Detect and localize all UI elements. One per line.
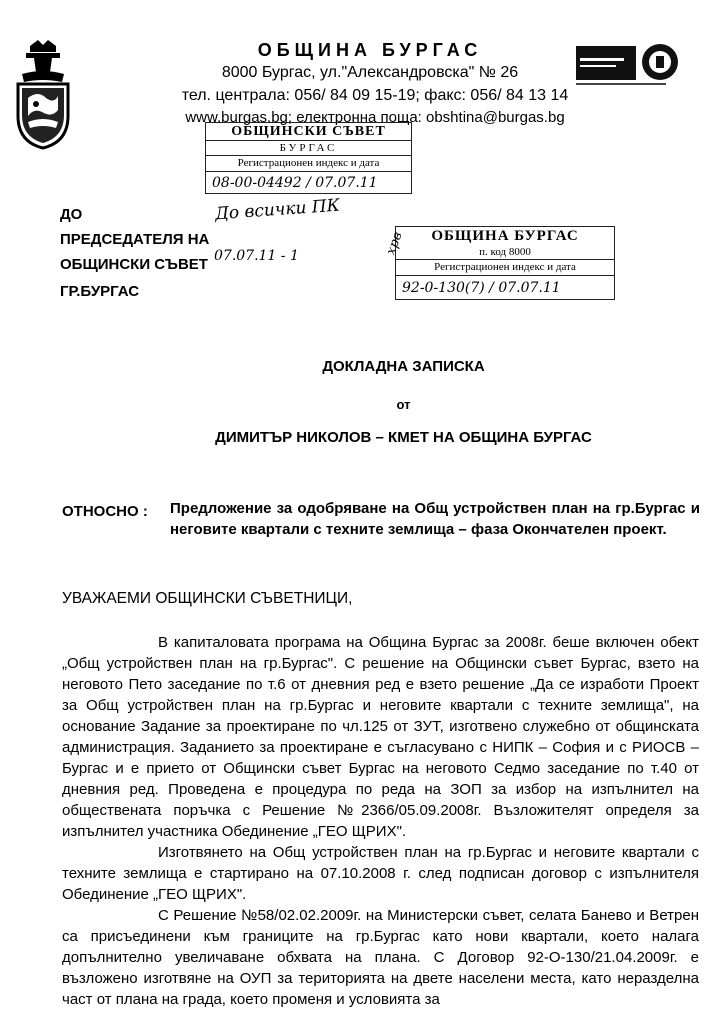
- document-body: [62, 632, 699, 1010]
- body-paragraph: В капиталовата програма на Община Бургас за 2008г. беше включен обект „Общ устройствен план на гр.Бургас". С решение на Общински съвет Бургас, взето на неговото Пето заседание по т.6 от дневния ред е взето решение „Да се изработи Проект за Общ устройствен план на гр.Бургас и неговите квартали с техните землища", на основание Задание за проектиране по чл.125 от ЗУТ, изготвено служебно от общинската администрация. Заданието за проектиране е съгласувано с НИПК – София и с РИОСВ – Бургас и е прието от Общински съвет Бургас на неговото Седмо заседание по т.40 от дневния ред. Проведена е процедура по реда на ЗОП за избор на изпълнител на обществената поръчка с Решение №2366/05.09.2008г. Възложителят определя за изпълнител участника Обединение „ГЕО ЩРИХ".: [62, 634, 699, 840]
- addressee-line: ПРЕДСЕДАТЕЛЯ НА: [60, 231, 210, 248]
- stamp-registration-number: 08-00-04492 / 07.07.11: [212, 175, 378, 191]
- stamp-label: Регистрационен индекс и дата: [396, 260, 614, 276]
- addressee-line: ДО: [60, 206, 83, 223]
- subject-text: Предложение за одобряване на Общ устройствен план на гр.Бургас и неговите квартали с техните землища – фаза Окончателен проект.: [170, 500, 700, 538]
- council-registration-stamp: [205, 122, 412, 194]
- certification-logo-icon: [572, 40, 692, 90]
- document-from: от: [396, 397, 411, 412]
- organization-name: ОБЩИНА БУРГАС: [257, 40, 483, 60]
- stamp-postcode: п. код 8000: [396, 245, 614, 260]
- handwritten-date: 07.07.11 - 1: [214, 248, 299, 264]
- addressee-line: ОБЩИНСКИ СЪВЕТ: [60, 256, 208, 273]
- addressee-line: ГР.БУРГАС: [60, 283, 140, 300]
- stamp-city: БУРГАС: [206, 141, 411, 156]
- salutation: УВАЖАЕМИ ОБЩИНСКИ СЪВЕТНИЦИ,: [62, 590, 353, 607]
- document-title: ДОКЛАДНА ЗАПИСКА: [322, 358, 485, 375]
- stamp-title: ОБЩИНСКИ СЪВЕТ: [206, 123, 411, 141]
- organization-address: 8000 Бургас, ул."Александровска" № 26: [221, 64, 519, 81]
- municipal-crest-icon: [12, 38, 74, 150]
- body-paragraph: С Решение №58/02.02.2009г. на Министерски съвет, селата Банево и Ветрен са присъединени към границите на гр.Бургас като нови квартали, което налага допълнително увеличаване обхвата на плана. С Договор 92-О-130/21.04.2009г. е възложено изготвяне на ОУП за територията на двете населени места, като неразделна част от плана на града, което променя и условията за: [62, 907, 699, 1008]
- handwritten-initials: хрв: [383, 230, 406, 257]
- stamp-registration-number: 92-0-130(7) / 07.07.11: [402, 280, 561, 296]
- stamp-title: ОБЩИНА БУРГАС: [431, 228, 579, 244]
- subject-label: ОТНОСНО :: [62, 503, 148, 520]
- stamp-label: Регистрационен индекс и дата: [206, 156, 411, 172]
- organization-phones: тел. централа: 056/ 84 09 15-19; факс: 056/ 84 13 14: [181, 87, 569, 104]
- document-author: ДИМИТЪР НИКОЛОВ – КМЕТ НА ОБЩИНА БУРГАС: [215, 429, 592, 446]
- organization-web: www.burgas.bg; електронна поща: obshtina@burgas.bg: [185, 109, 565, 126]
- municipality-registration-stamp: [395, 226, 615, 300]
- handwritten-resolution: До всички ПК: [214, 195, 341, 225]
- body-paragraph: Изготвянето на Общ устройствен план на гр.Бургас и неговите квартали с техните землища е стартирано на 07.10.2008 г. след подписан договор с изпълнителя Обединение „ГЕО ЩРИХ".: [62, 844, 699, 903]
